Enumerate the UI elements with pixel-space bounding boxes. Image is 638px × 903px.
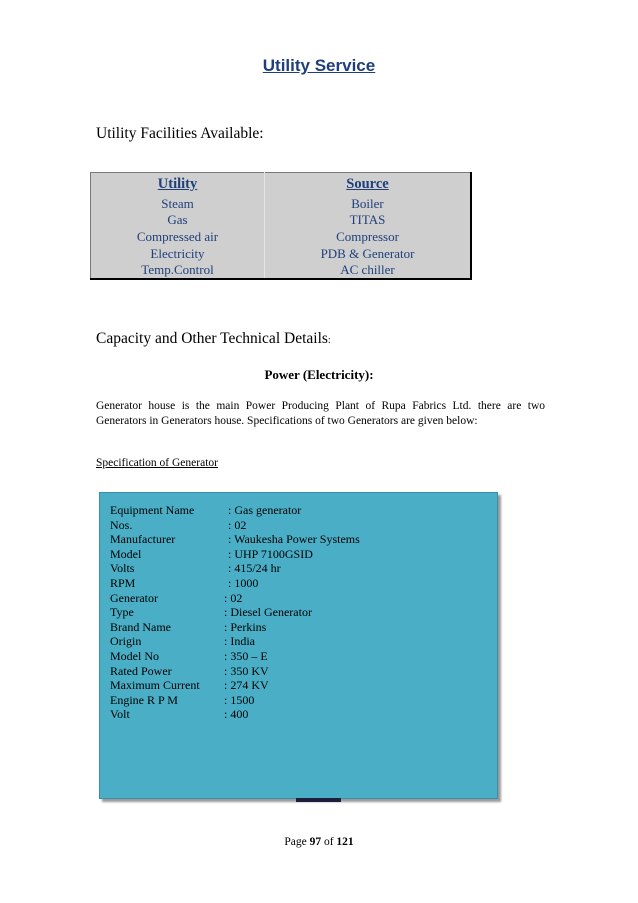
spec-row <box>110 503 360 518</box>
table-header-row <box>91 173 472 196</box>
spec-label: Model No <box>110 648 159 663</box>
source-cell: AC chiller <box>265 261 472 279</box>
spec-label: Brand Name <box>110 619 171 634</box>
utility-cell: Temp.Control <box>91 261 265 279</box>
spec-label: Nos. <box>110 517 133 532</box>
page-footer <box>0 836 638 848</box>
spec-row <box>110 576 360 591</box>
spec-label: Origin <box>110 634 142 649</box>
generator-paragraph: Generator house is the main Power Producing Plant of Rupa Fabrics Ltd. there are two Generators in Generators house. Specifications of two Generators are given below: <box>96 400 545 427</box>
spec-label: Model <box>110 546 142 561</box>
spec-label: Generator <box>110 590 158 605</box>
utility-cell: Electricity <box>91 245 265 262</box>
spec-label: Engine R P M <box>110 692 178 707</box>
spec-row <box>110 649 360 664</box>
spec-label: Volt <box>110 707 130 722</box>
spec-value: : Gas generator <box>228 503 302 517</box>
spec-value: : UHP 7100GSID <box>228 546 313 561</box>
spec-label: Rated Power <box>110 663 172 678</box>
spec-value: : 400 <box>224 707 249 722</box>
spec-list <box>110 503 360 722</box>
table-row <box>91 195 472 212</box>
spec-row <box>110 591 360 606</box>
source-cell: Compressor <box>265 228 472 245</box>
spec-value: : 274 KV <box>224 678 269 693</box>
spec-value: : 02 <box>228 517 247 532</box>
capacity-heading-text: Capacity and Other Technical Details <box>96 330 328 347</box>
table-row <box>91 261 472 279</box>
spec-label: Volts <box>110 561 135 576</box>
table-row <box>91 212 472 229</box>
spec-row <box>110 532 360 547</box>
footer-page-number: 97 <box>309 836 322 848</box>
spec-value: : Diesel Generator <box>224 605 312 620</box>
spec-row <box>110 605 360 620</box>
header-utility: Utility <box>91 173 265 196</box>
utility-cell: Compressed air <box>91 228 265 245</box>
spec-row <box>110 561 360 576</box>
spec-row <box>110 693 360 708</box>
source-cell: TITAS <box>265 212 472 229</box>
spec-heading: Specification of Generator <box>96 457 218 469</box>
spec-label: Maximum Current <box>110 678 200 693</box>
spec-row <box>110 634 360 649</box>
table-row <box>91 245 472 262</box>
spec-value: : 1000 <box>228 575 259 590</box>
power-heading: Power (Electricity): <box>264 367 374 382</box>
header-source: Source <box>265 173 472 196</box>
spec-row <box>110 707 360 722</box>
spec-label: Manufacturer <box>110 532 176 547</box>
spec-value: : India <box>224 634 255 649</box>
spec-value: : 350 KV <box>224 663 269 678</box>
spec-label: Equipment Name <box>110 503 195 517</box>
spec-value: : 02 <box>224 590 243 605</box>
spec-value: : Perkins <box>224 619 267 634</box>
spec-row <box>110 664 360 679</box>
spec-row <box>110 547 360 562</box>
spec-label: Type <box>110 605 134 620</box>
capacity-heading <box>96 330 331 348</box>
table-row <box>91 228 472 245</box>
footer-total-pages: 121 <box>336 836 354 848</box>
utility-table <box>90 172 472 280</box>
utility-cell: Steam <box>91 195 265 212</box>
spec-row <box>110 678 360 693</box>
spec-value: : 415/24 hr <box>228 561 281 576</box>
spec-row <box>110 518 360 533</box>
footer-page-label: Page <box>284 836 307 848</box>
spec-row <box>110 620 360 635</box>
footer-of-label: of <box>323 836 334 848</box>
page-title: Utility Service <box>262 56 376 75</box>
facilities-heading: Utility Facilities Available: <box>96 125 264 142</box>
utility-cell: Gas <box>91 212 265 229</box>
capacity-heading-colon: : <box>327 335 331 346</box>
spec-value: : Waukesha Power Systems <box>228 532 360 547</box>
source-cell: Boiler <box>265 195 472 212</box>
spec-value: : 350 – E <box>224 648 268 663</box>
spec-label: RPM <box>110 575 136 590</box>
source-cell: PDB & Generator <box>265 245 472 262</box>
spec-value: : 1500 <box>224 692 255 707</box>
spec-box-tab <box>296 798 341 802</box>
